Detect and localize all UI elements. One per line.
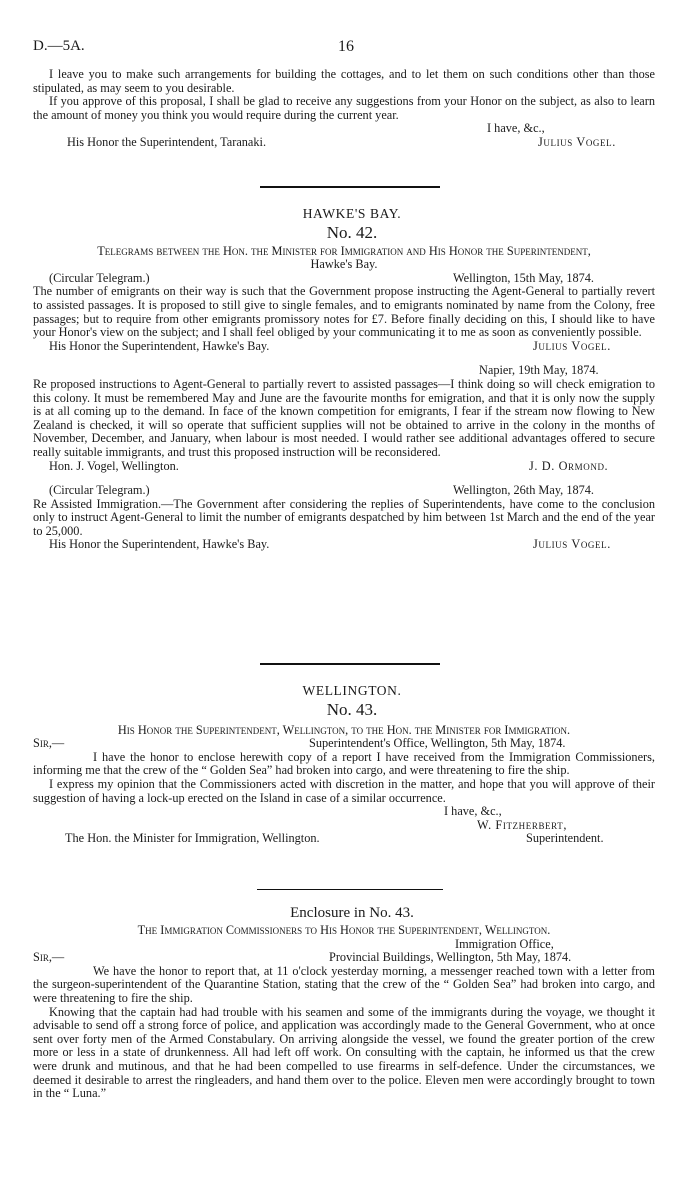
telegram-3-body: Re Assisted Immigration.—The Government after considering the replies of Superintendents, have come to the conclusion only to instruct Agent-General to limit the number of emigrants despatched by him between 1st March and the end of the year to 25,000. bbox=[33, 496, 655, 538]
salutation: Sir,— bbox=[33, 736, 65, 751]
place-date: Wellington, 26th May, 1874. bbox=[453, 483, 594, 498]
place-date: Napier, 19th May, 1874. bbox=[479, 363, 599, 378]
place-date: Superintendent's Office, Wellington, 5th May, 1874. bbox=[309, 736, 566, 751]
document-code: D.—5A. bbox=[33, 38, 85, 54]
addressee: Hon. J. Vogel, Wellington. bbox=[49, 458, 179, 473]
closing: I have, &c., bbox=[487, 121, 545, 136]
enclosure-section bbox=[33, 904, 655, 1101]
signature: J. D. Ormond. bbox=[529, 458, 609, 473]
signature: W. Fitzherbert, bbox=[477, 817, 567, 832]
telegram-1-body: The number of emigrants on their way is such that the Government propose instructing the Agent-General to partially revert to assisted passages. It is proposed to still give to single females, and to emigrants nominated by name from the Colony, free passages; but to require from other emigrants promissory notes for £7. Before finally deciding on this, I should like to have your Honor's view on the subject; and I shall feel obliged by your communicating it to me as soon as conveniently possible. bbox=[33, 284, 655, 340]
letter-paragraph-2: I express my opinion that the Commissioners acted with discretion in the matter, and hope that you will approve of their suggestion of having a lock-up erected on the Island in case of a similar occurrence. bbox=[33, 776, 655, 805]
office-line: Immigration Office, bbox=[455, 936, 554, 951]
correspondence-title-cont: Hawke's Bay. bbox=[310, 257, 378, 272]
addressee: His Honor the Superintendent, Hawke's Bay. bbox=[49, 537, 270, 552]
telegram-3-header bbox=[33, 484, 655, 498]
salutation: Sir,— bbox=[33, 950, 65, 965]
signature: Julius Vogel. bbox=[533, 537, 611, 552]
signature: Julius Vogel. bbox=[538, 134, 616, 149]
document-number: No. 42. bbox=[326, 222, 378, 242]
wellington-section bbox=[33, 684, 655, 846]
telegram-2-body: Re proposed instructions to Agent-General to partially revert to assisted passages—I think doing so will check emigration to this colony. It must be remembered May and June are the favourite months for emigration, and that it is only now the supply is at all coming up to the demand. In face of the known competition for emigrants, I fear if the stream now flowing to New Zealand is checked, it will so operate that sufficient supplies will not be obtained to arrive in the colony in the months of November, December, and January, when labour is most needed. I would rather see additional advantages offered to secure really suitable immigrants, and trust this proposed instruction will be reconsidered. bbox=[33, 376, 655, 459]
letter-paragraph-1: We have the honor to report that, at 11 o'clock yesterday morning, a messenger reached town with a letter from the surgeon-superintendent of the Quarantine Station, stating that the crew of the “ Golden Sea” had broken into cargo, and were threatening to fire the ship. bbox=[33, 963, 655, 1005]
telegram-2-header bbox=[33, 364, 655, 378]
correspondence-title: Telegrams between the Hon. the Minister for Immigration and His Honor the Superintendent, bbox=[97, 243, 591, 258]
letter-paragraph-1: I have the honor to enclose herewith copy of a report I have received from the Immigration Commissioners, informing me that the crew of the “ Golden Sea” had broken into cargo, and were threatening to fire the ship. bbox=[33, 749, 655, 778]
document-number: No. 43. bbox=[326, 699, 378, 719]
letter-title: His Honor the Superintendent, Wellington, to the Hon. the Minister for Immigration. bbox=[117, 722, 571, 737]
hawkes-bay-section bbox=[33, 207, 655, 552]
telegram-label: (Circular Telegram.) bbox=[49, 270, 150, 285]
signature-title: Superintendent. bbox=[526, 831, 604, 846]
addressee: The Hon. the Minister for Immigration, Wellington. bbox=[65, 831, 320, 846]
place-date: Wellington, 15th May, 1874. bbox=[453, 270, 594, 285]
section-divider bbox=[260, 663, 440, 665]
telegram-label: (Circular Telegram.) bbox=[49, 483, 150, 498]
enclosure-heading: Enclosure in No. 43. bbox=[290, 905, 414, 921]
closing: I have, &c., bbox=[444, 804, 502, 819]
section-divider bbox=[260, 186, 440, 188]
letter-title: The Immigration Commissioners to His Honor the Superintendent, Wellington. bbox=[137, 923, 551, 937]
intro-paragraph-2: If you approve of this proposal, I shall be glad to receive any suggestions from your Honor on the subject, as also to learn the amount of money you think you would require during the current year. bbox=[33, 94, 655, 122]
telegram-1-header bbox=[33, 272, 655, 286]
page-number: 16 bbox=[338, 38, 354, 55]
intro-section bbox=[33, 68, 655, 150]
addressee: His Honor the Superintendent, Taranaki. bbox=[67, 134, 267, 149]
signature: Julius Vogel. bbox=[533, 338, 611, 353]
place-date: Provincial Buildings, Wellington, 5th May, 1874. bbox=[329, 950, 572, 965]
section-divider bbox=[257, 889, 443, 890]
section-heading: WELLINGTON. bbox=[302, 683, 402, 698]
letter-paragraph-2: Knowing that the captain had had trouble with his seamen and some of the immigrants during the voyage, we thought it advisable to send off a strong force of police, and application was accordingly made to the General Government, who at once sent over forty men of the Armed Constabulary. On arriving alongside the vessel, we found the greater portion of the crew more or less in a state of drunkenness. All had left off work. On consulting with the captain, he informed us that the crew were drunk and mutinous, and that he had been compelled to use firearms in self-defence. Under the circumstances, we deemed it desirable to arrest the ringleaders, and hand them over to the police. Eleven men were accordingly brought to town in the “ Luna.” bbox=[33, 1004, 655, 1101]
page-header bbox=[33, 40, 655, 62]
intro-paragraph-1: I leave you to make such arrangements for building the cottages, and to let them on such conditions other than those stipulated, as may seem to you desirable. bbox=[33, 67, 655, 95]
section-heading: HAWKE'S BAY. bbox=[302, 206, 402, 221]
addressee: His Honor the Superintendent, Hawke's Bay. bbox=[49, 338, 270, 353]
